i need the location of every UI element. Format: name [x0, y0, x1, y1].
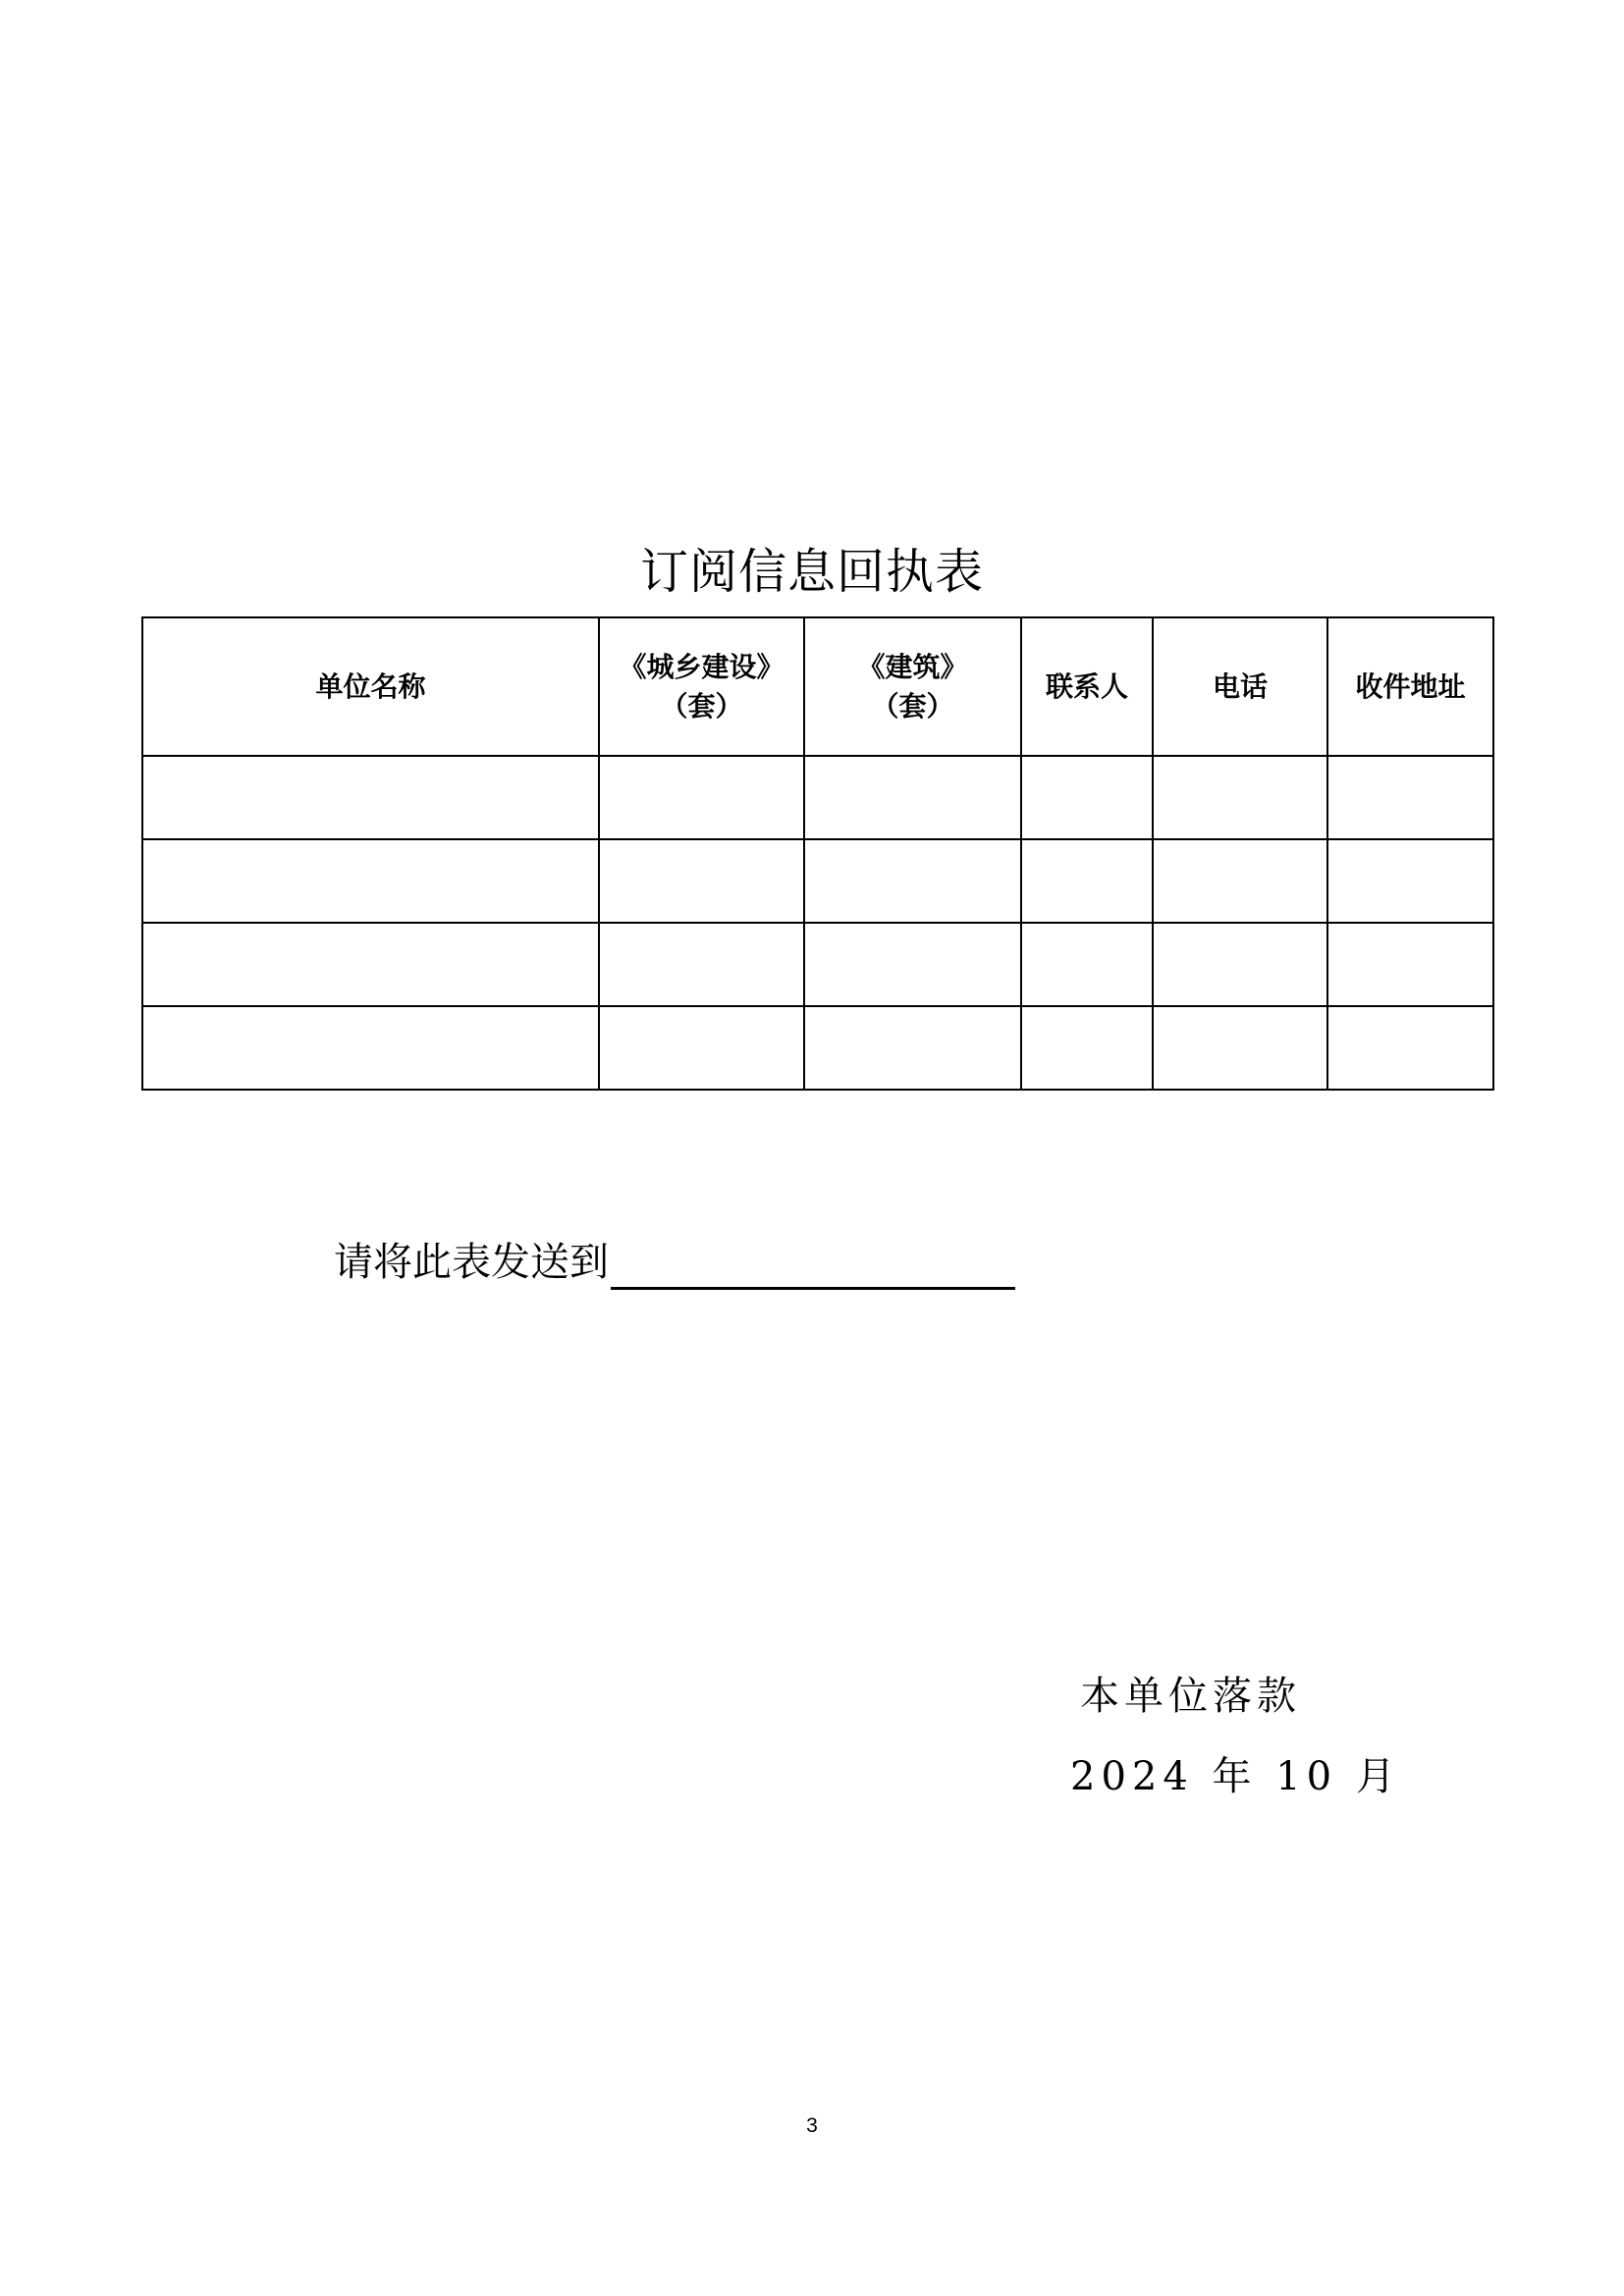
chengxiang-jianshe-qty-cell[interactable] [599, 1006, 804, 1090]
header-label: 《建筑》 [857, 650, 968, 683]
phone-cell[interactable] [1153, 923, 1327, 1006]
table-row [142, 839, 1493, 923]
phone-cell[interactable] [1153, 756, 1327, 839]
date-text: 2024 年 10 月 [1070, 1754, 1401, 1799]
header-jianzhu [804, 617, 1021, 756]
header-chengxiang-jianshe [599, 617, 804, 756]
shipping-address-cell[interactable] [1327, 839, 1493, 923]
page-number: 3 [806, 2114, 818, 2137]
unit-name-cell[interactable] [142, 839, 599, 923]
send-to-label: 请将此表发送到 [334, 1240, 609, 1285]
header-label: 联系人 [1045, 669, 1128, 703]
unit-name-cell[interactable] [142, 1006, 599, 1090]
table-header-row [142, 617, 1493, 756]
header-shipping-address [1327, 617, 1493, 756]
shipping-address-cell[interactable] [1327, 1006, 1493, 1090]
header-unit: （套） [660, 689, 743, 722]
table-row [142, 1006, 1493, 1090]
table-row [142, 756, 1493, 839]
header-label: 收件地址 [1355, 669, 1466, 703]
header-label: 电话 [1212, 669, 1268, 703]
send-to-line [334, 1235, 1015, 1290]
signature-text: 本单位落款 [1080, 1674, 1301, 1719]
contact-person-cell[interactable] [1021, 756, 1153, 839]
contact-person-cell[interactable] [1021, 923, 1153, 1006]
header-unit-name [142, 617, 599, 756]
unit-name-cell[interactable] [142, 923, 599, 1006]
chengxiang-jianshe-qty-cell[interactable] [599, 839, 804, 923]
send-to-blank-field[interactable] [611, 1242, 1015, 1290]
jianzhu-qty-cell[interactable] [804, 923, 1021, 1006]
shipping-address-cell[interactable] [1327, 923, 1493, 1006]
subscription-receipt-table [141, 616, 1494, 1091]
unit-name-cell[interactable] [142, 756, 599, 839]
header-label: 单位名称 [315, 669, 426, 703]
contact-person-cell[interactable] [1021, 1006, 1153, 1090]
header-contact-person [1021, 617, 1153, 756]
chengxiang-jianshe-qty-cell[interactable] [599, 756, 804, 839]
table-row [142, 923, 1493, 1006]
jianzhu-qty-cell[interactable] [804, 1006, 1021, 1090]
shipping-address-cell[interactable] [1327, 756, 1493, 839]
phone-cell[interactable] [1153, 839, 1327, 923]
header-label: 《城乡建设》 [619, 650, 785, 683]
contact-person-cell[interactable] [1021, 839, 1153, 923]
page-title: 订阅信息回执表 [639, 544, 984, 600]
phone-cell[interactable] [1153, 1006, 1327, 1090]
header-unit: （套） [871, 689, 954, 722]
jianzhu-qty-cell[interactable] [804, 756, 1021, 839]
header-phone [1153, 617, 1327, 756]
chengxiang-jianshe-qty-cell[interactable] [599, 923, 804, 1006]
jianzhu-qty-cell[interactable] [804, 839, 1021, 923]
